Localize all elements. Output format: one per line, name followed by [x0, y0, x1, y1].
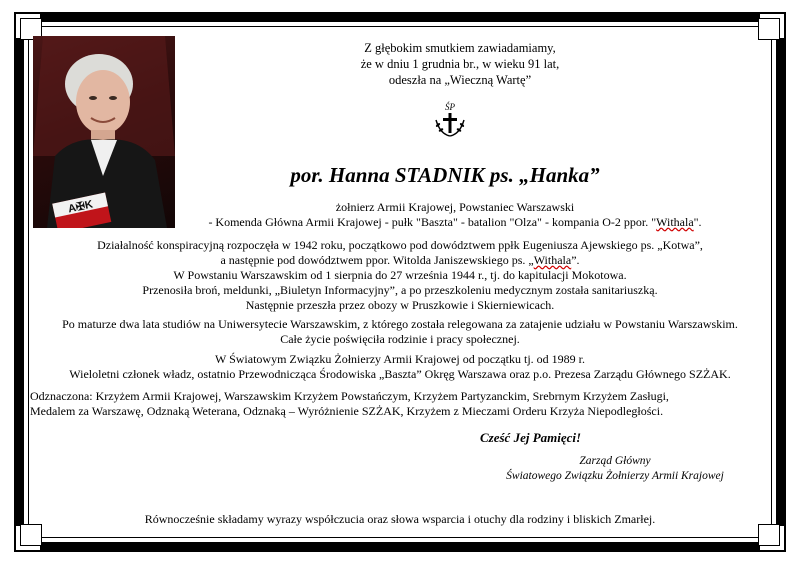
bio-line: Działalność konspiracyjną rozpoczęła w 1942 roku, początkowo pod dowództwem ppłk Eugeniusza Ajewskiego ps. „Kotwa”, [97, 238, 703, 252]
bio-paragraph-studies [30, 317, 770, 347]
sp-emblem-icon [430, 100, 470, 140]
frame-bar-bottom [40, 542, 760, 552]
intro-line: odeszła na „Wieczną Wartę” [388, 73, 532, 87]
bio-line: W Powstaniu Warszawskim od 1 sierpnia do 27 września 1944 r., tj. do kapitulacji Mokotowa. [173, 268, 627, 282]
deceased-name: por. Hanna STADNIK ps. „Hanka” [290, 163, 600, 187]
bio-line: Po maturze dwa lata studiów na Uniwersytecie Warszawskim, z którego została relegowana za zatajenie udziału w Powstaniu Warszawskim. [62, 317, 738, 331]
frame-bar-left [14, 38, 24, 526]
bio-line [30, 253, 770, 268]
frame-corner [20, 524, 42, 546]
portrait-photo [33, 36, 175, 228]
unit-line: żołnierz Armii Krajowej, Powstaniec Warszawski [335, 200, 575, 214]
armband-text: A✠K [66, 198, 95, 216]
bio-text: ”. [571, 253, 580, 267]
bio-line: Wieloletni członek władz, ostatnio Przewodnicząca Środowiska „Baszta” Okręg Warszawa oraz p.o. Prezesa Zarządu Głównego SZŻAK. [69, 367, 731, 381]
bio-text: a następnie pod dowództwem ppor. Witolda Janiszewskiego ps. „ [220, 253, 534, 267]
bio-paragraph-association [30, 352, 770, 382]
unit-text: - Komenda Główna Armii Krajowej - pułk "Baszta" - batalion "Olza" - kompania O-2 ppor. " [208, 215, 657, 229]
frame-corner [758, 18, 780, 40]
intro-block [180, 40, 740, 88]
awards-paragraph [30, 389, 770, 419]
unit-block [180, 200, 730, 230]
unit-text: ". [693, 215, 702, 229]
intro-line: że w dniu 1 grudnia br., w wieku 91 lat, [360, 57, 560, 71]
bio-line: Przenosiła broń, meldunki, „Biuletyn Informacyjny”, a po przeszkoleniu medycznym została sanitariuszką. [142, 283, 658, 297]
bio-line: W Światowym Związku Żołnierzy Armii Krajowej od początku tj. od 1989 r. [214, 352, 586, 366]
spellcheck-word: Withala [533, 253, 572, 267]
spellcheck-word: Withala [656, 215, 694, 229]
bio-paragraph-conspiracy [30, 238, 770, 313]
frame-corner [758, 524, 780, 546]
signature-line: Światowego Związku Żołnierzy Armii Krajowej [506, 470, 724, 482]
intro-line: Z głębokim smutkiem zawiadamiamy, [364, 41, 556, 55]
bio-line: Całe życie poświęciła rodzinie i pracy społecznej. [280, 332, 520, 346]
awards-line: Medalem za Warszawę, Odznaką Weterana, Odznaką – Wyróżnienie SZŻAK, Krzyżem z Mieczami Orderu Krzyża Niepodległości. [30, 404, 664, 418]
emblem-letters: ŚP [445, 102, 455, 112]
frame-bar-top [40, 12, 760, 22]
honor-line: Cześć Jej Pamięci! [480, 430, 582, 445]
closing-line: Równocześnie składamy wyrazy współczucia oraz słowa wsparcia i otuchy dla rodziny i bliskich Zmarłej. [144, 512, 656, 526]
frame-bar-right [776, 38, 786, 526]
awards-line: Odznaczona: Krzyżem Armii Krajowej, Warszawskim Krzyżem Powstańczym, Krzyżem Partyzanckim, Srebrnym Krzyżem Zasługi, [30, 389, 669, 403]
signature-line: Zarząd Główny [579, 455, 651, 467]
signature-block [480, 454, 750, 484]
unit-line [180, 215, 730, 230]
bio-line: Następnie przeszła przez obozy w Pruszkowie i Skierniewicach. [245, 298, 555, 312]
